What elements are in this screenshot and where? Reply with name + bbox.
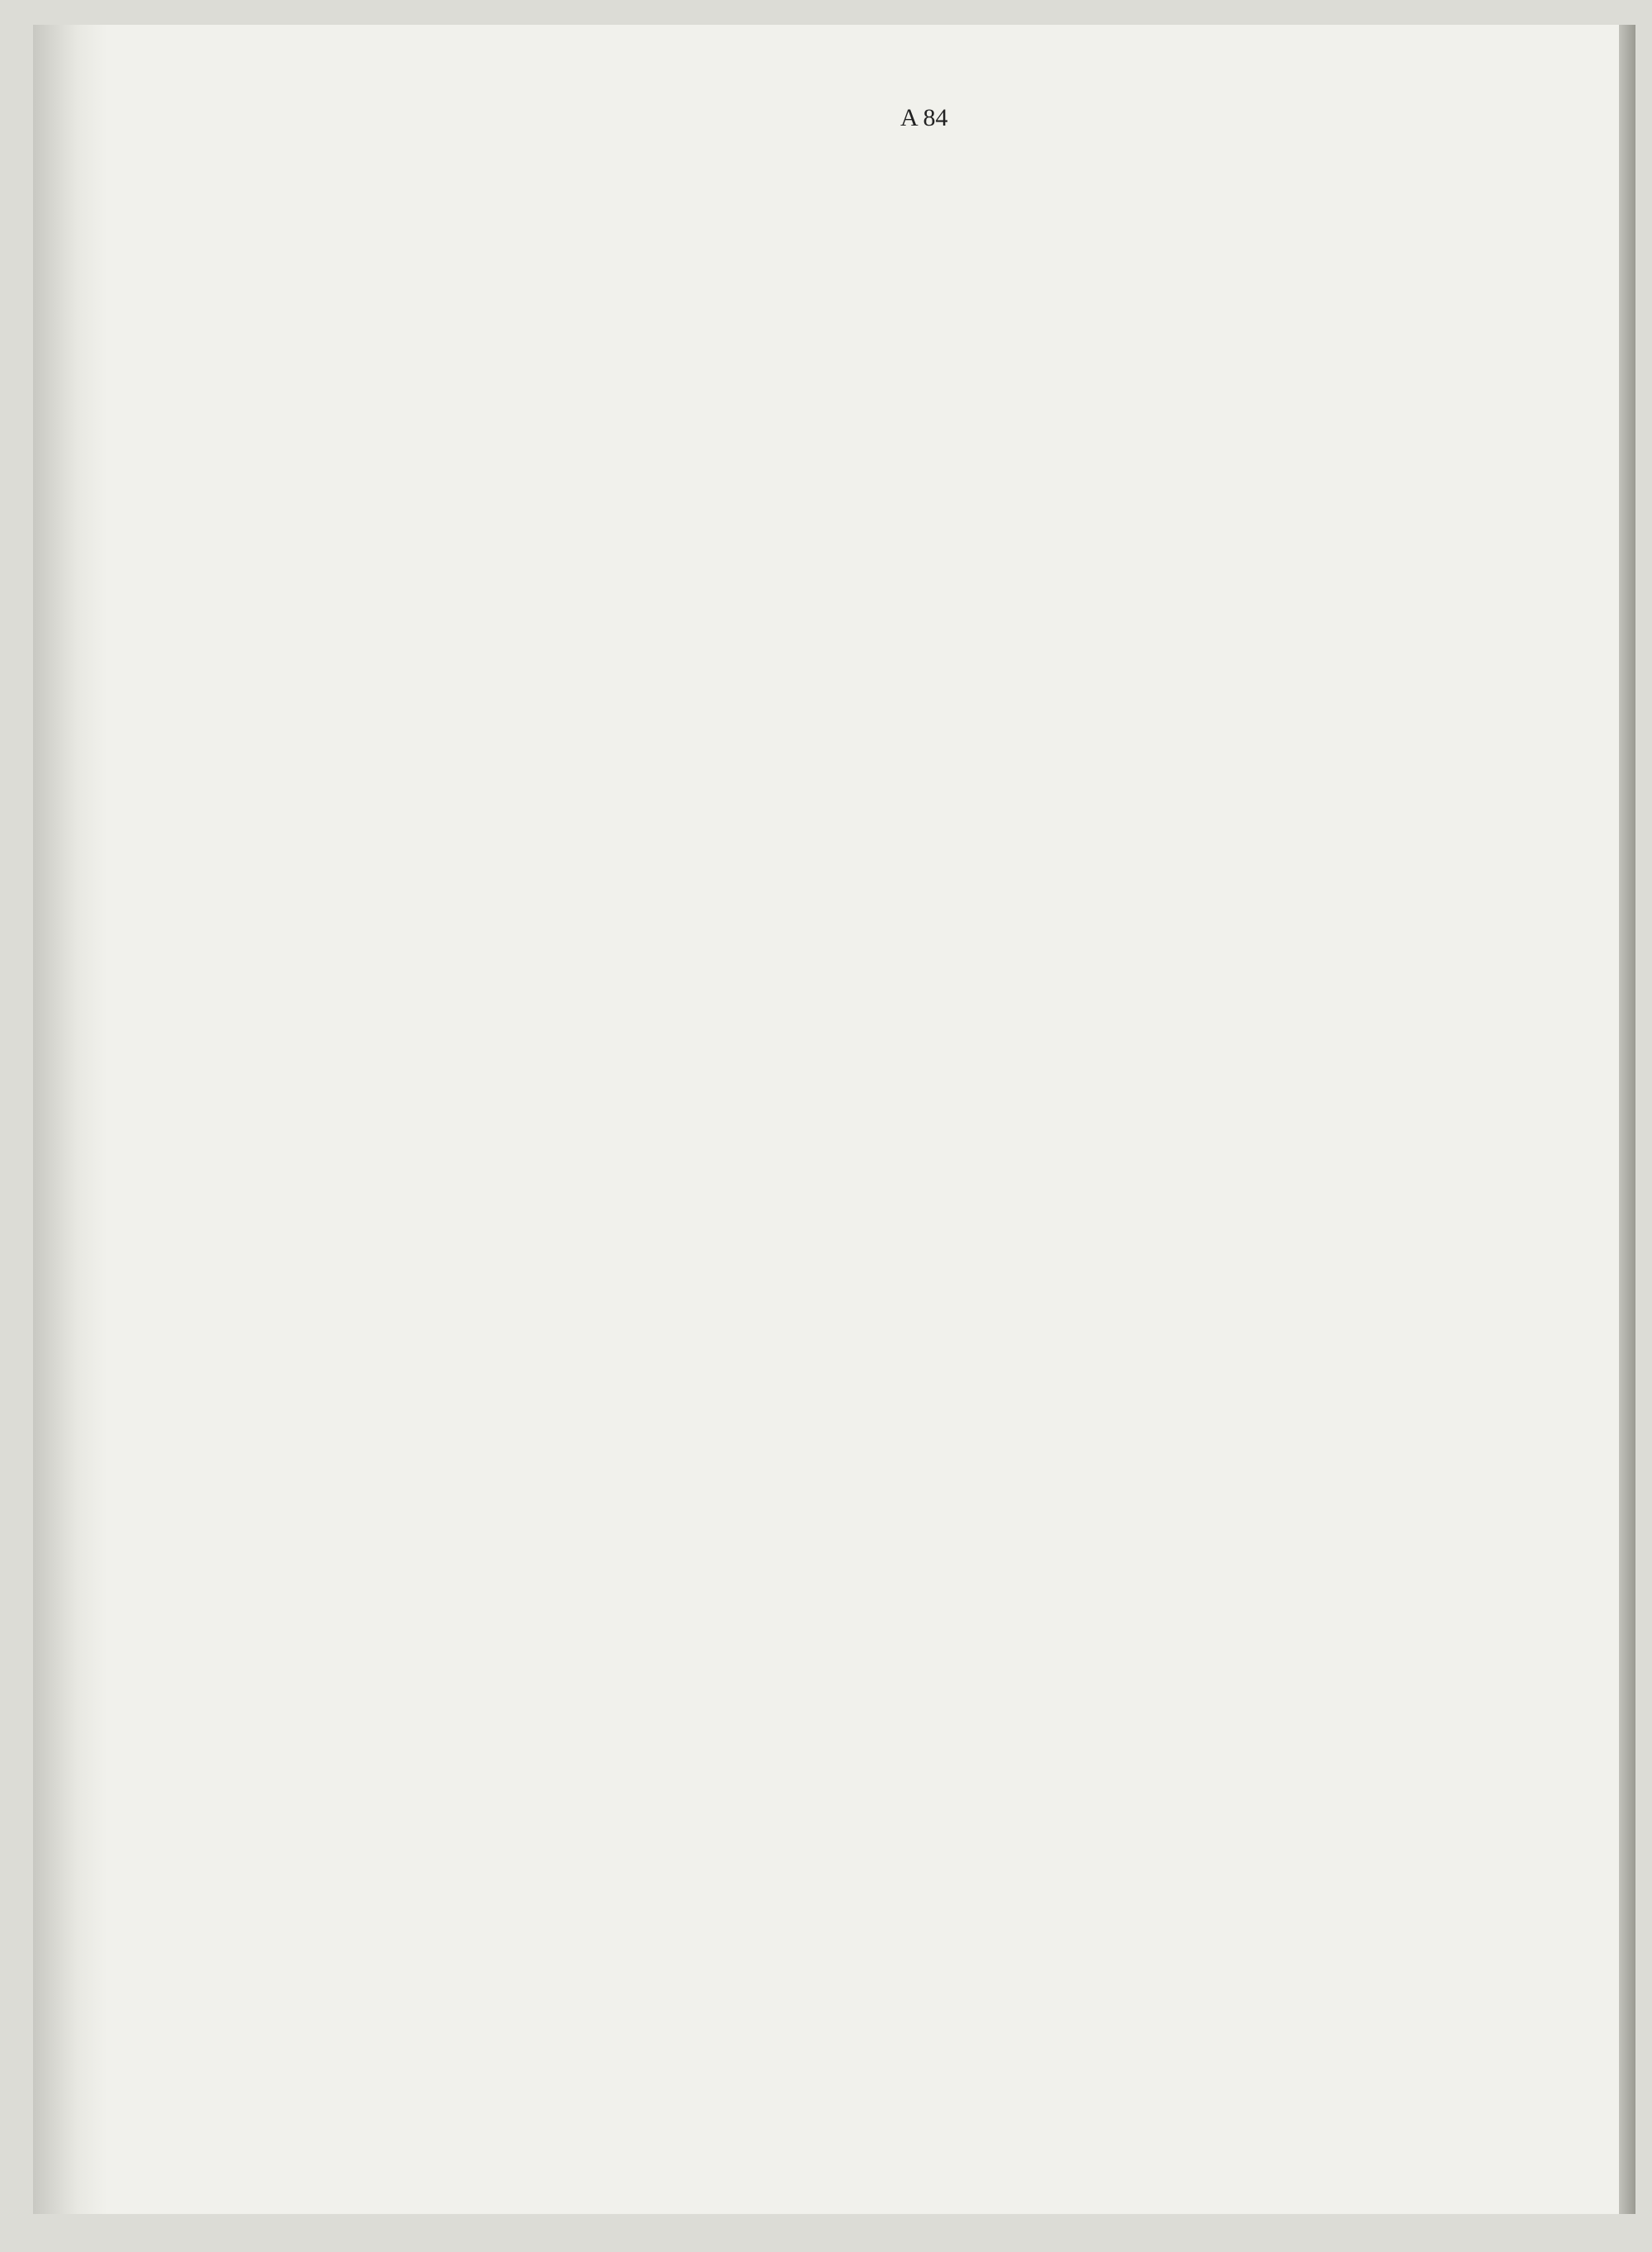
page-number: A 84 bbox=[900, 104, 948, 131]
climate-table bbox=[1470, 190, 1652, 2057]
scanned-page bbox=[33, 25, 1635, 2214]
page-edge bbox=[33, 25, 107, 2214]
